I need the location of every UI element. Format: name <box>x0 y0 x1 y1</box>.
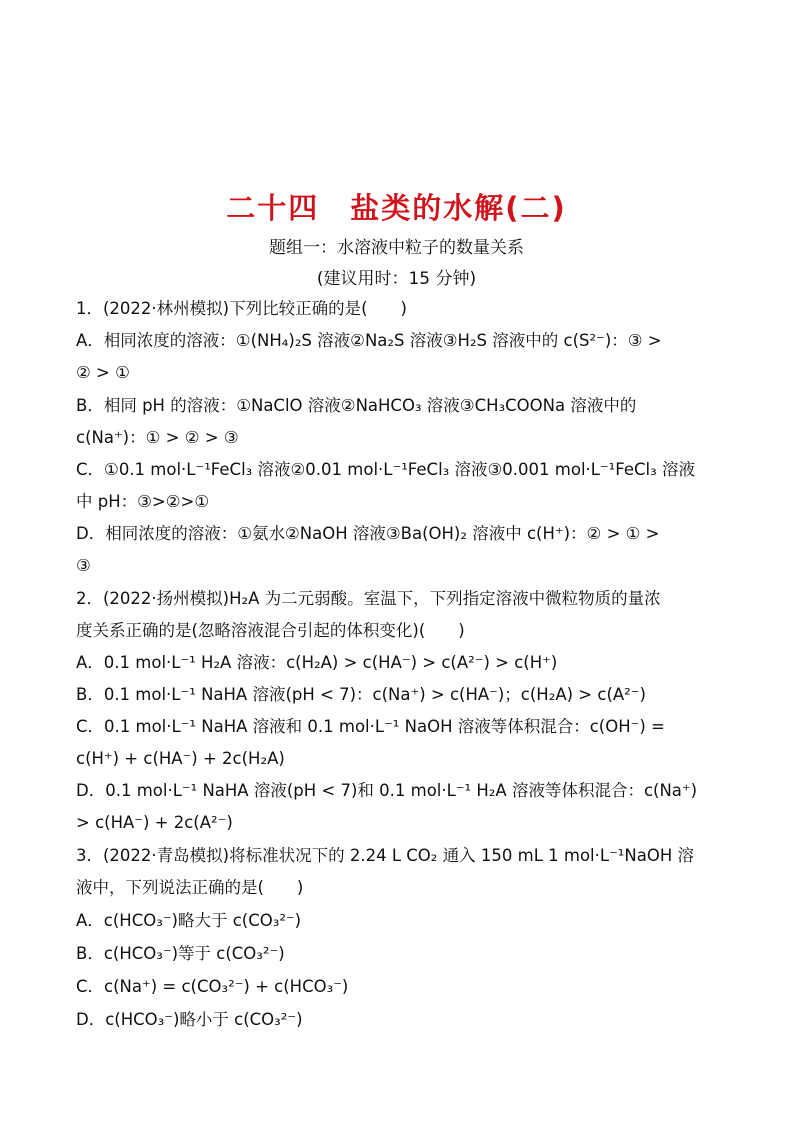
question-1-option-c-cont: 中 pH：③>②>① <box>76 492 210 511</box>
question-2-stem-cont: 度关系正确的是(忽略溶液混合引起的体积变化)( ) <box>76 621 465 640</box>
question-1-option-a-cont: ② > ① <box>76 363 130 382</box>
question-3-stem-cont: 液中，下列说法正确的是( ) <box>76 878 304 897</box>
question-2-option-a: A．0.1 mol·L⁻¹ H₂A 溶液：c(H₂A) > c(HA⁻) > c(A²⁻) > c(H⁺) <box>76 653 558 672</box>
question-3-option-a: A．c(HCO₃⁻)略大于 c(CO₃²⁻) <box>76 911 302 930</box>
question-3-option-d: D．c(HCO₃⁻)略小于 c(CO₃²⁻) <box>76 1010 303 1029</box>
question-2-option-b: B．0.1 mol·L⁻¹ NaHA 溶液(pH < 7)：c(Na⁺) > c(HA⁻)；c(H₂A) > c(A²⁻) <box>76 685 646 704</box>
question-2-option-d-cont: > c(HA⁻) + 2c(A²⁻) <box>76 813 233 832</box>
question-1-stem: 1．(2022·林州模拟)下列比较正确的是( ) <box>76 299 407 318</box>
question-1-option-d: D．相同浓度的溶液：①氨水②NaOH 溶液③Ba(OH)₂ 溶液中 c(H⁺)：② > ① > <box>76 524 660 543</box>
question-3-stem: 3．(2022·青岛模拟)将标准状况下的 2.24 L CO₂ 通入 150 mL 1 mol·L⁻¹NaOH 溶 <box>76 846 694 865</box>
question-3-option-c: C．c(Na⁺) = c(CO₃²⁻) + c(HCO₃⁻) <box>76 977 349 996</box>
question-2-option-c-cont: c(H⁺) + c(HA⁻) + 2c(H₂A) <box>76 749 285 768</box>
question-1-option-a: A．相同浓度的溶液：①(NH₄)₂S 溶液②Na₂S 溶液③H₂S 溶液中的 c(S²⁻)：③ > <box>76 331 662 350</box>
question-1-option-b: B．相同 pH 的溶液：①NaClO 溶液②NaHCO₃ 溶液③CH₃COONa 溶液中的 <box>76 396 637 415</box>
question-1-option-c: C．①0.1 mol·L⁻¹FeCl₃ 溶液②0.01 mol·L⁻¹FeCl₃ 溶液③0.001 mol·L⁻¹FeCl₃ 溶液 <box>76 460 695 479</box>
question-2-option-d: D．0.1 mol·L⁻¹ NaHA 溶液(pH < 7)和 0.1 mol·L⁻¹ H₂A 溶液等体积混合：c(Na⁺) <box>76 781 698 800</box>
question-1-option-b-cont: c(Na⁺)：① > ② > ③ <box>76 428 239 447</box>
question-2-stem: 2．(2022·扬州模拟)H₂A 为二元弱酸。室温下，下列指定溶液中微粒物质的量浓 <box>76 589 661 608</box>
question-2-option-c: C．0.1 mol·L⁻¹ NaHA 溶液和 0.1 mol·L⁻¹ NaOH 溶液等体积混合：c(OH⁻) = <box>76 717 665 736</box>
question-1-option-d-cont: ③ <box>76 556 91 575</box>
question-3-option-b: B．c(HCO₃⁻)等于 c(CO₃²⁻) <box>76 944 285 963</box>
section-subtitle: 题组一：水溶液中粒子的数量关系 <box>269 238 524 258</box>
page-title: 二十四 盐类的水解(二) <box>226 191 567 225</box>
suggested-time: (建议用时：15 分钟) <box>316 269 477 289</box>
